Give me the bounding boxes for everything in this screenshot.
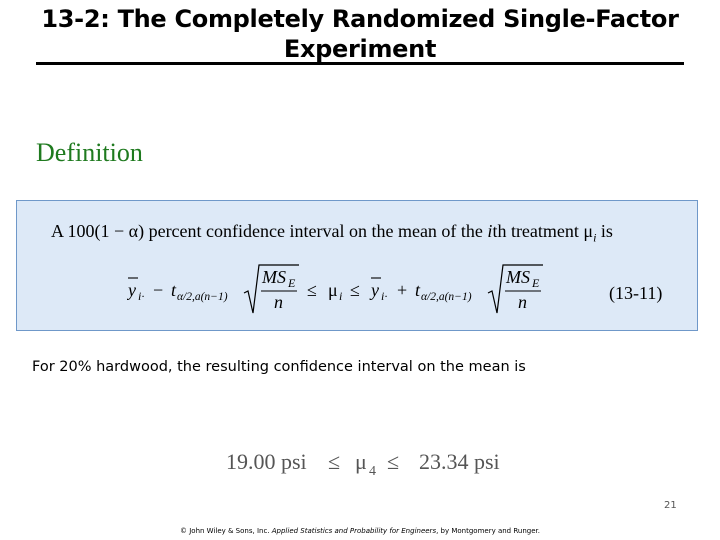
formula-t-sub-left: α/2,a(n−1) xyxy=(177,291,228,303)
result-upper: 23.34 psi xyxy=(419,449,500,474)
footer-book-title: Applied Statistics and Probability for Engineers xyxy=(271,527,437,535)
formula-leq-1: ≤ xyxy=(307,280,317,300)
title-underline xyxy=(36,62,684,65)
formula-mu: μ xyxy=(328,280,338,300)
confidence-interval-formula xyxy=(127,263,587,321)
formula-mu-sub: i xyxy=(339,289,343,303)
formula-ybar-sub-left: i· xyxy=(138,289,145,303)
definition-heading: Definition xyxy=(36,138,143,167)
statement-end: is xyxy=(596,221,613,241)
copyright-footer xyxy=(0,527,720,535)
slide-title: 13-2: The Completely Randomized Single-Factor Experiment xyxy=(41,5,679,63)
formula-ybar-sub-right: i· xyxy=(381,289,388,303)
formula-t-right: t xyxy=(415,280,421,300)
footer-post: , by Montgomery and Runger. xyxy=(436,527,540,535)
definition-statement xyxy=(51,221,613,246)
result-lower: 19.00 psi xyxy=(226,449,307,474)
example-interval-result xyxy=(224,446,524,480)
formula-mse-right: MS xyxy=(506,267,530,287)
formula-ybar-right: y xyxy=(371,280,379,300)
formula-mse-sub-left: E xyxy=(288,276,296,290)
formula-minus: − xyxy=(153,280,164,300)
formula-ybar-left: y xyxy=(128,280,136,300)
formula-n-right: n xyxy=(518,292,527,312)
formula-t-sub-right: α/2,a(n−1) xyxy=(421,291,472,303)
formula-t-left: t xyxy=(171,280,177,300)
footer-pre: © John Wiley & Sons, Inc. xyxy=(180,527,272,535)
example-text: For 20% hardwood, the resulting confidence interval on the mean is xyxy=(32,359,526,375)
result-mu-sub: 4 xyxy=(369,464,376,479)
result-leq-2: ≤ xyxy=(387,449,400,474)
statement-post: th treatment μ xyxy=(492,221,594,241)
result-mu: μ xyxy=(355,449,367,474)
formula-mse-sub-right: E xyxy=(532,276,540,290)
statement-sub: i xyxy=(593,230,597,245)
statement-pre: A 100(1 − α) percent confidence interval on the mean of the xyxy=(51,221,488,241)
result-leq-1: ≤ xyxy=(328,449,341,474)
equation-number: (13-11) xyxy=(609,283,663,303)
statement-italic: i xyxy=(487,221,493,241)
page-number: 21 xyxy=(664,500,677,511)
definition-box xyxy=(16,200,698,331)
formula-mse-left: MS xyxy=(262,267,286,287)
formula-leq-2: ≤ xyxy=(350,280,360,300)
formula-n-left: n xyxy=(274,292,283,312)
formula-plus: + xyxy=(397,280,408,300)
